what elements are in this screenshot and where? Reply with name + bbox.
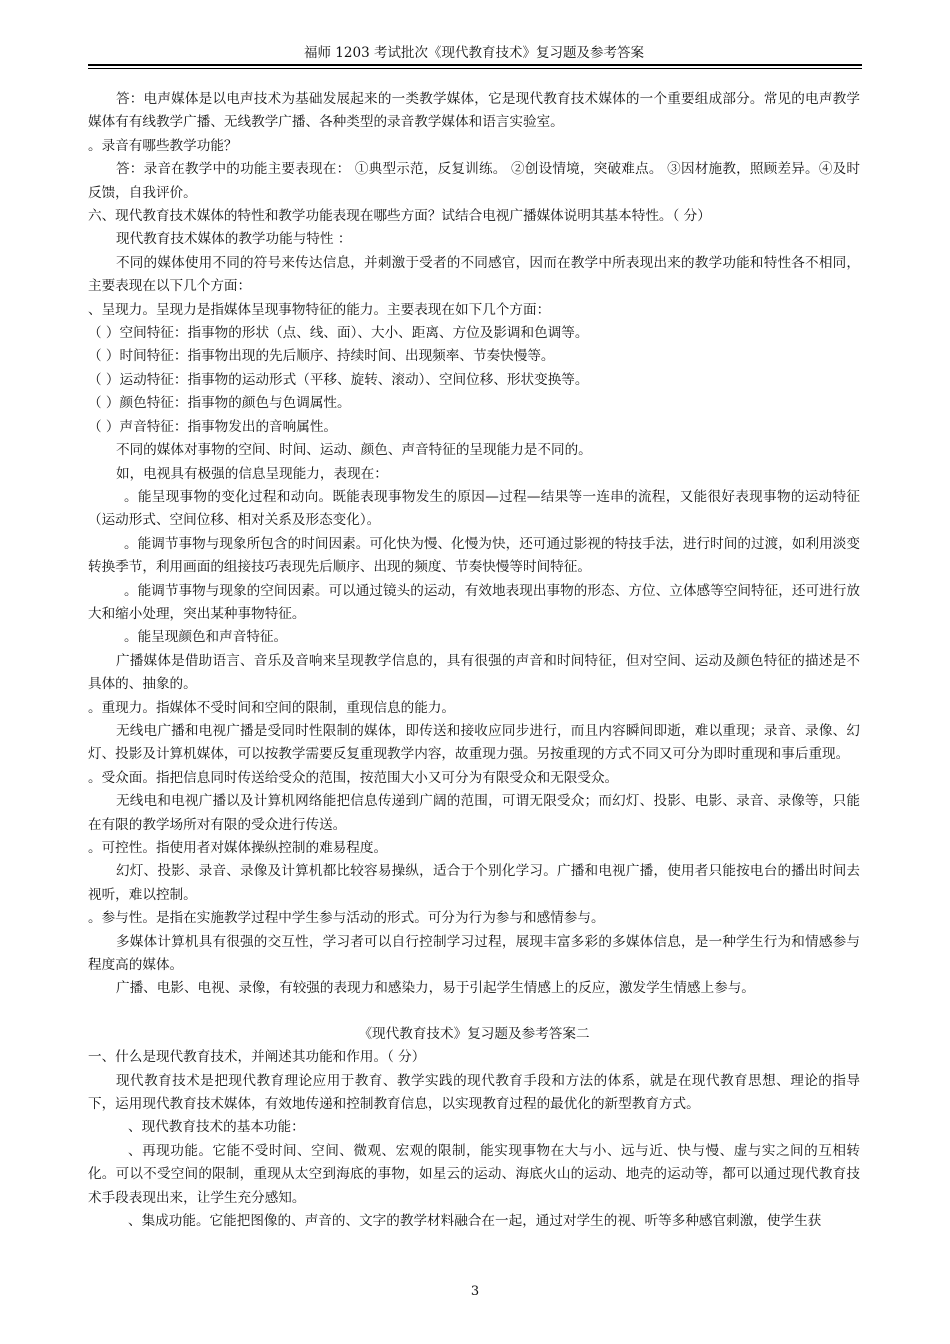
list-item: （ ）空间特征：指事物的形状（点、线、面）、大小、距离、方位及影调和色调等。: [88, 325, 589, 342]
list-heading: 。重现力。指媒体不受时间和空间的限制，重现信息的能力。: [88, 699, 456, 716]
question-line: 。录音有哪些教学功能？: [88, 137, 238, 154]
list-item: （ ）运动特征：指事物的运动形式（平移、旋转、滚动）、空间位移、形状变换等。: [88, 371, 589, 388]
header-rule-thick: [88, 64, 862, 66]
subheading: 、现代教育技术的基本功能：: [128, 1119, 305, 1136]
section-title: 《现代教育技术》复习题及参考答案二: [358, 1025, 590, 1042]
bullet-paragraph: 。能调节事物与现象所包含的时间因素。可化快为慢、化慢为快，还可通过影视的特技手法，进行时间的过渡，如利用淡变转换季节，利用画面的组接技巧表现先后顺序、出现的频度、节奏快慢等时间特征。: [88, 535, 860, 576]
list-item: （ ）颜色特征：指事物的颜色与色调属性。: [88, 395, 351, 412]
bullet-paragraph: 。能呈现颜色和声音特征。: [124, 629, 288, 646]
body-paragraph: 幻灯、投影、录音、录像及计算机都比较容易操纵，适合于个别化学习。广播和电视广播，使用者只能按电台的播出时间去视听，难以控制。: [88, 863, 860, 903]
page-number: 3: [470, 1284, 480, 1299]
answer-paragraph: 答：录音在教学中的功能主要表现在： ①典型示范，反复训练。 ②创设情境，突破难点。 ③因材施教，照顾差异。④及时反馈，自我评价。: [88, 161, 860, 201]
body-paragraph: 、再现功能。它能不受时间、空间、微观、宏观的限制，能实现事物在大与小、远与近、快与慢、虚与实之间的互相转化。可以不受空间的限制，重现从太空到海底的事物，如星云的运动、海底火山的运动、地壳的运动等，都可以通过现代教育技术手段表现出来，让学生充分感知。: [88, 1142, 860, 1206]
body-paragraph: 如，电视具有极强的信息呈现能力，表现在：: [116, 465, 388, 482]
body-paragraph: 不同的媒体使用不同的符号来传达信息，并刺激于受者的不同感官，因而在教学中所表现出来的教学功能和特性各不相同，主要表现在以下几个方面：: [88, 254, 860, 295]
body-paragraph: 不同的媒体对事物的空间、时间、运动、颜色、声音特征的呈现能力是不同的。: [116, 442, 592, 459]
body-paragraph: 无线电广播和电视广播是受同时性限制的媒体，即传送和接收应同步进行，而且内容瞬间即逝，难以重现；录音、录像、幻灯、投影及计算机媒体，可以按教学需要反复重现教学内容，故重现力强。另按重现的方式不同又可分为即时重现和事后重现。: [88, 722, 860, 763]
section-spacer: [88, 1001, 860, 1023]
body-paragraph: 广播媒体是借助语言、音乐及音响来呈现教学信息的，具有很强的声音和时间特征，但对空间、运动及颜色特征的描述是不具体的、抽象的。: [88, 652, 860, 693]
list-item: （ ）声音特征：指事物发出的音响属性。: [88, 418, 338, 435]
body-paragraph: 广播、电影、电视、录像，有较强的表现力和感染力，易于引起学生情感上的反应，激发学生情感上参与。: [116, 980, 755, 997]
bullet-paragraph: 。能呈现事物的变化过程和动向。既能表现事物发生的原因—过程—结果等一连串的流程，又能很好表现事物的运动特征（运动形式、空间位移、相对关系及形态变化）。: [88, 488, 860, 529]
body-paragraph: 多媒体计算机具有很强的交互性，学习者可以自行控制学习过程，展现丰富多彩的多媒体信息，是一种学生行为和情感参与程度高的媒体。: [88, 933, 860, 974]
header-rule-thin: [88, 68, 862, 69]
body-paragraph: 无线电和电视广播以及计算机网络能把信息传递到广阔的范围，可谓无限受众；而幻灯、投影、电影、录音、录像等，只能在有限的教学场所对有限的受众进行传送。: [88, 793, 860, 833]
body-paragraph: 、集成功能。它能把图像的、声音的、文字的教学材料融合在一起，通过对学生的视、听等多种感官刺激，使学生获: [128, 1213, 822, 1230]
list-heading: 。受众面。指把信息同时传送给受众的范围，按范围大小又可分为有限受众和无限受众。: [88, 769, 619, 786]
list-heading: 。可控性。指使用者对媒体操纵控制的难易程度。: [88, 840, 388, 856]
question-heading: 一、什么是现代教育技术，并阐述其功能和作用。（ 分）: [88, 1049, 426, 1066]
page-header: 福师 1203 考试批次《现代教育技术》复习题及参考答案: [304, 45, 644, 61]
answer-paragraph: 答：电声媒体是以电声技术为基础发展起来的一类教学媒体，它是现代教育技术媒体的一个重要组成部分。常见的电声教学媒体有有线教学广播、无线教学广播、各种类型的录音教学媒体和语言实验室。: [88, 91, 860, 131]
bullet-paragraph: 。能调节事物与现象的空间因素。可以通过镜头的运动，有效地表现出事物的形态、方位、立体感等空间特征，还可进行放大和缩小处理，突出某种事物特征。: [88, 582, 860, 622]
list-item: （ ）时间特征：指事物出现的先后顺序、持续时间、出现频率、节奏快慢等。: [88, 348, 555, 365]
list-heading: 。参与性。是指在实施教学过程中学生参与活动的形式。可分为行为参与和感情参与。: [88, 910, 605, 927]
list-heading: 、呈现力。呈现力是指媒体呈现事物特征的能力。主要表现在如下几个方面：: [88, 301, 551, 318]
body-paragraph: 现代教育技术是把现代教育理论应用于教育、教学实践的现代教育手段和方法的体系，就是在现代教育思想、理论的指导下，运用现代教育技术媒体，有效地传递和控制教育信息，以实现教育过程的最优化的新型教育方式。: [88, 1072, 860, 1113]
question-heading: 六、现代教育技术媒体的特性和教学功能表现在哪些方面？试结合电视广播媒体说明其基本特性。（ 分）: [88, 208, 711, 225]
subheading: 现代教育技术媒体的教学功能与特性 ：: [116, 231, 352, 248]
page-body: [88, 88, 860, 1234]
